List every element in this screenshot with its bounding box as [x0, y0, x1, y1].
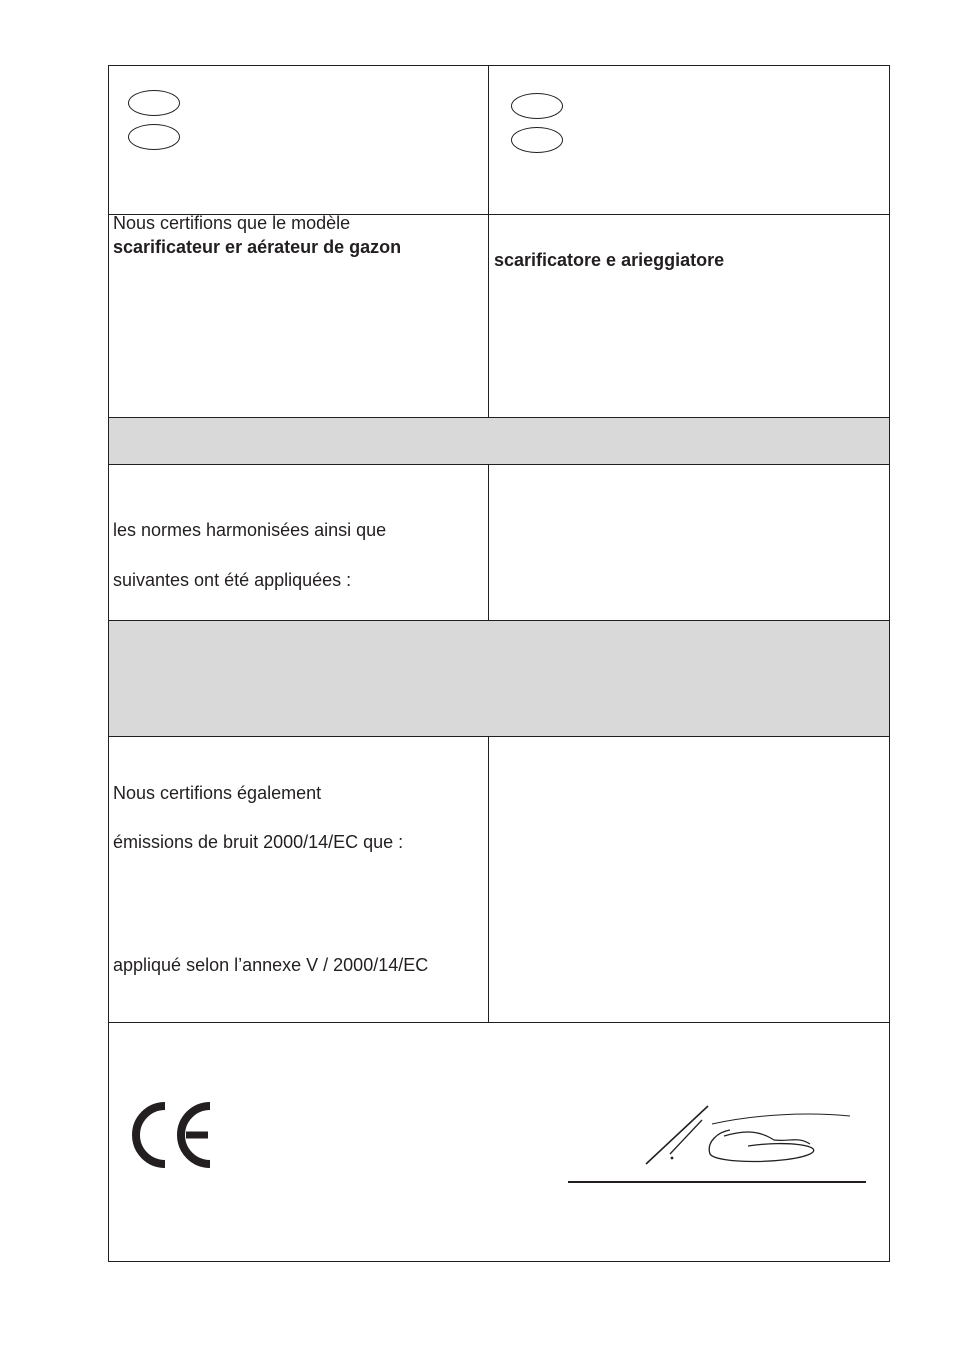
column-divider-1 [488, 65, 489, 418]
row-divider-2 [108, 417, 890, 418]
ce-mark-icon [128, 1100, 216, 1170]
language-badge-left-bottom [128, 124, 180, 150]
signature-icon [638, 1102, 858, 1172]
column-divider-2 [488, 464, 489, 621]
product-name-it: scarificatore e arieggiatore [494, 250, 725, 270]
language-badge-left-top [128, 90, 180, 116]
row-divider-4 [108, 620, 890, 621]
language-badge-right-top [511, 93, 563, 119]
noise-line-3: appliqué selon l’annexe V / 2000/14/EC [113, 955, 429, 975]
standards-line-1: les normes harmonisées ainsi que [113, 520, 387, 540]
row-divider-3 [108, 464, 890, 465]
certify-model-intro: Nous certifions que le modèle [113, 213, 351, 233]
signature-line [568, 1181, 866, 1183]
noise-line-1: Nous certifions également [113, 783, 322, 803]
noise-line-2: émissions de bruit 2000/14/EC que : [113, 832, 404, 852]
standards-line-2: suivantes ont été appliquées : [113, 570, 352, 590]
product-name-fr: scarificateur er aérateur de gazon [113, 237, 402, 257]
column-divider-3 [488, 736, 489, 1023]
row-divider-6 [108, 1022, 890, 1023]
row-divider-5 [108, 736, 890, 737]
language-badge-right-bottom [511, 127, 563, 153]
